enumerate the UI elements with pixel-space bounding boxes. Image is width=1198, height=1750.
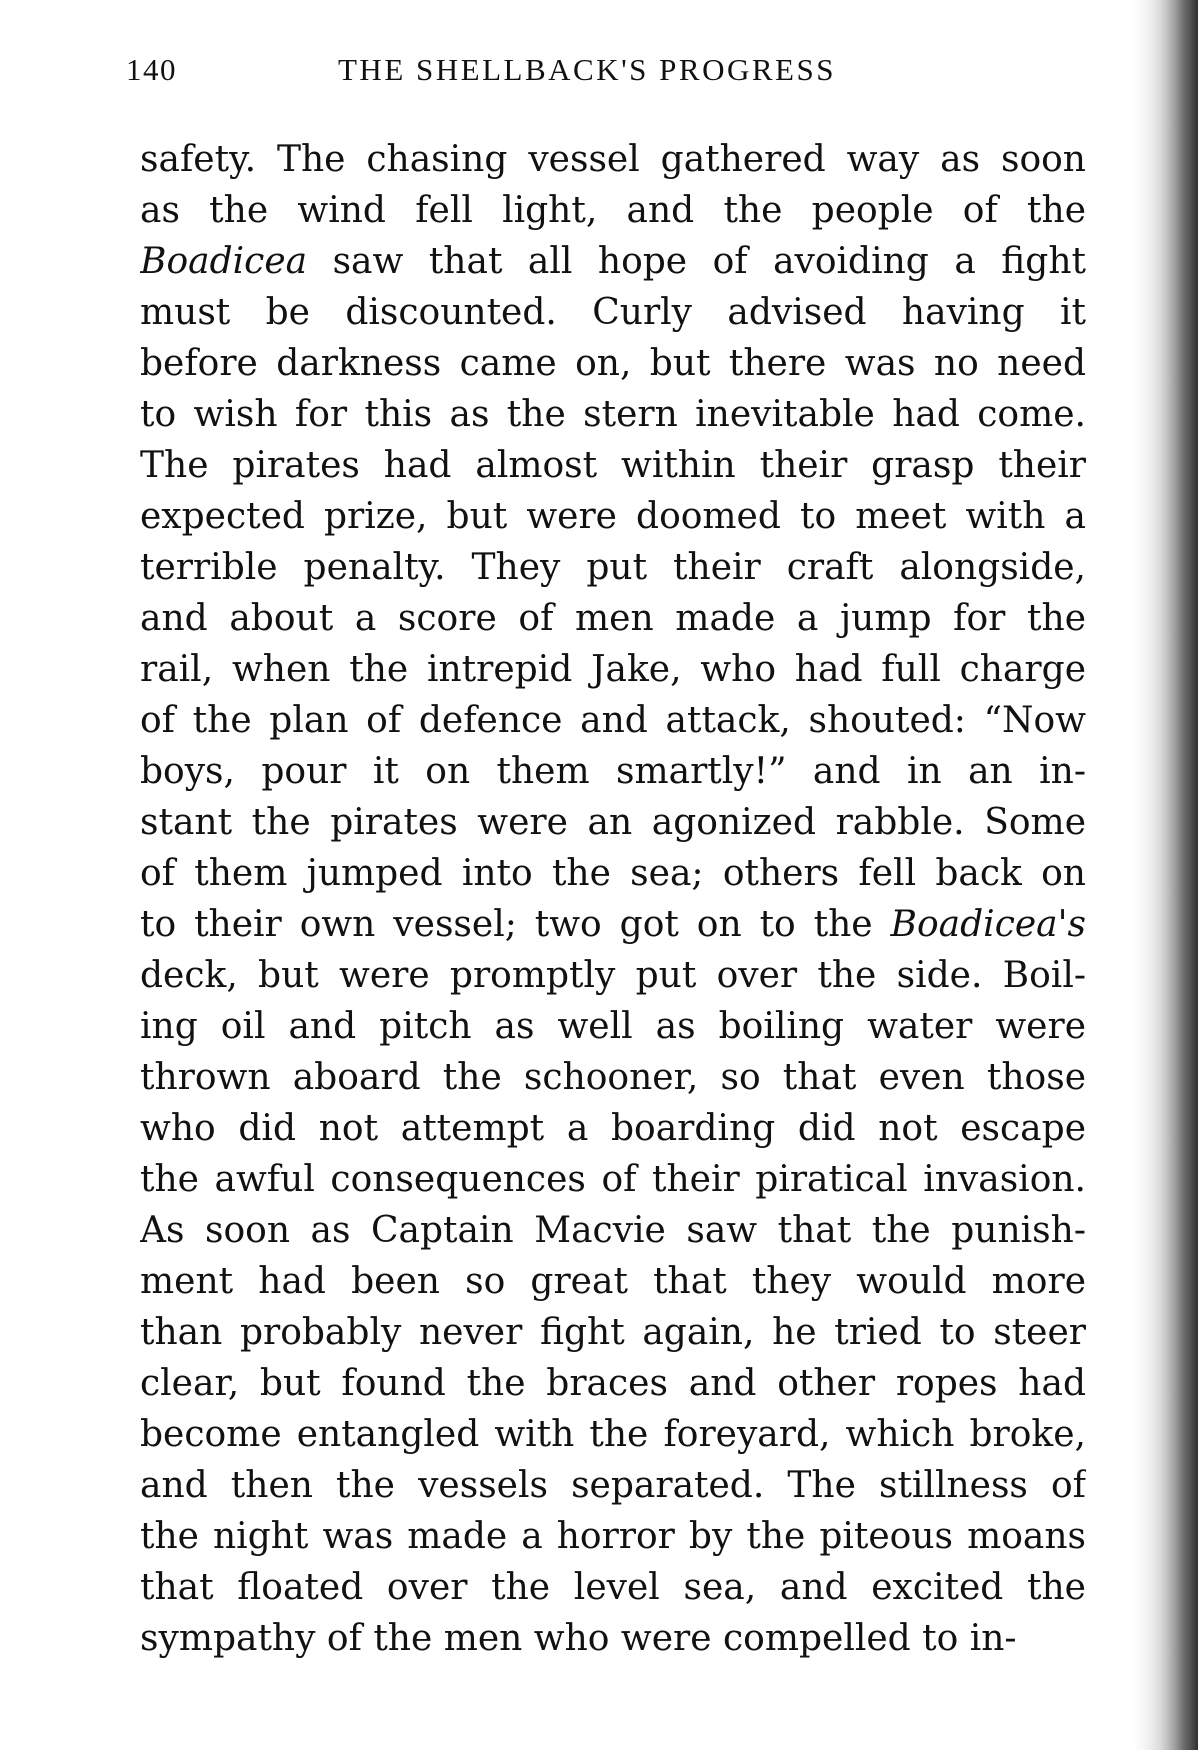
- text-line: to wish for this as the stern inevitable had come.: [140, 394, 1086, 435]
- text-line: of them jumped into the sea; others fell back on: [140, 853, 1086, 894]
- text-line: safety. The chasing vessel gathered way as soon: [140, 139, 1086, 180]
- text-line: expected prize, but were doomed to meet with a: [140, 496, 1086, 537]
- text-line: The pirates had almost within their grasp their: [140, 445, 1086, 486]
- page-edge-shadow: [1128, 0, 1198, 1750]
- text-line: and about a score of men made a jump for the: [140, 598, 1086, 639]
- text-line: of the plan of defence and attack, shouted: “Now: [140, 700, 1086, 741]
- text-line: the night was made a horror by the piteous moans: [140, 1516, 1086, 1557]
- text-line: as the wind fell light, and the people of the: [140, 190, 1086, 231]
- text-line: boys, pour it on them smartly!” and in an in-: [140, 751, 1086, 792]
- text-line: As soon as Captain Macvie saw that the punish-: [140, 1210, 1086, 1251]
- text-line: sympathy of the men who were compelled to in-: [140, 1618, 1017, 1659]
- text-line: before darkness came on, but there was no need: [140, 343, 1086, 384]
- text-line: that floated over the level sea, and excited the: [140, 1567, 1086, 1608]
- text-line: terrible penalty. They put their craft alongside,: [140, 547, 1086, 588]
- text-line: ing oil and pitch as well as boiling water were: [140, 1006, 1086, 1047]
- body-text: [140, 134, 1086, 1664]
- text-line: become entangled with the foreyard, which broke,: [140, 1414, 1086, 1455]
- text-line: Boadicea saw that all hope of avoiding a fight: [140, 241, 1086, 282]
- text-line: the awful consequences of their piratical invasion.: [140, 1159, 1086, 1200]
- running-head: [126, 52, 906, 92]
- text-line: stant the pirates were an agonized rabble. Some: [140, 802, 1086, 843]
- text-line: thrown aboard the schooner, so that even those: [140, 1057, 1086, 1098]
- text-line: and then the vessels separated. The stillness of: [140, 1465, 1086, 1506]
- text-line: ment had been so great that they would more: [140, 1261, 1086, 1302]
- text-line: rail, when the intrepid Jake, who had full charge: [140, 649, 1086, 690]
- text-line: than probably never fight again, he tried to steer: [140, 1312, 1086, 1353]
- page-number: 140: [126, 52, 177, 87]
- text-line: to their own vessel; two got on to the Boadicea's: [140, 904, 1086, 945]
- text-line: must be discounted. Curly advised having it: [140, 292, 1086, 333]
- text-line: deck, but were promptly put over the side. Boil-: [140, 955, 1086, 996]
- text-line: clear, but found the braces and other ropes had: [140, 1363, 1086, 1404]
- running-title: THE SHELLBACK'S PROGRESS: [338, 52, 836, 87]
- text-line: who did not attempt a boarding did not escape: [140, 1108, 1086, 1149]
